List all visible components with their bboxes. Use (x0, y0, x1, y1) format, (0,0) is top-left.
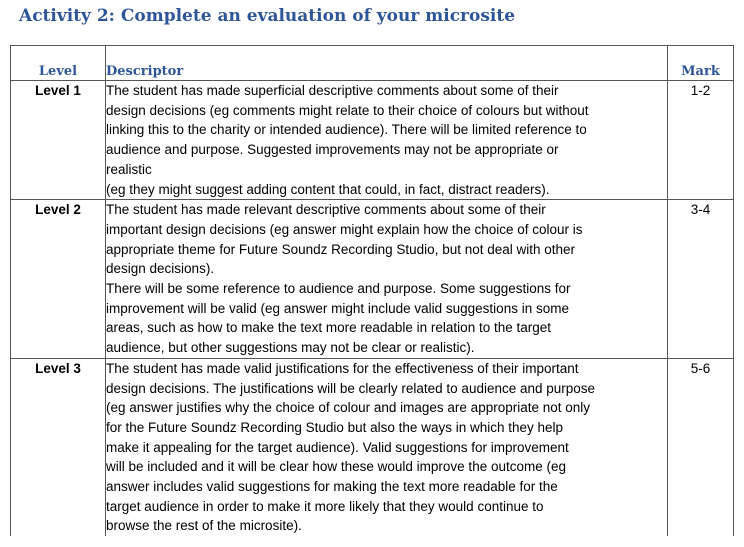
table-header-row (11, 46, 734, 81)
descriptor-line: design decisions). (106, 261, 215, 277)
level-cell: Level 2 (11, 200, 106, 359)
descriptor-line: (eg answer justifies why the choice of colour and images are appropriate not only (106, 400, 591, 416)
evaluation-rubric-table (10, 45, 734, 536)
descriptor-line: audience, but other suggestions may not be clear or realistic). (106, 340, 475, 356)
descriptor-column-header: Descriptor (106, 46, 668, 81)
level-column-header: Level (11, 46, 106, 81)
mark-cell: 1-2 (668, 81, 734, 200)
descriptor-cell (106, 81, 668, 200)
descriptor-line: (eg they might suggest adding content that could, in fact, distract readers). (106, 181, 550, 197)
descriptor-line: target audience in order to make it more likely that they would continue to (106, 498, 544, 514)
descriptor-line: linking this to the charity or intended audience). There will be limited reference to (106, 122, 587, 138)
descriptor-line: The student has made superficial descriptive comments about some of their (106, 83, 559, 98)
mark-column-header: Mark (668, 46, 734, 81)
descriptor-line: design decisions. The justifications will be clearly related to audience and purpose (106, 380, 596, 396)
table-row (11, 81, 734, 200)
descriptor-line: important design decisions (eg answer might explain how the choice of colour is (106, 221, 583, 237)
level-cell: Level 3 (11, 358, 106, 536)
level-cell: Level 1 (11, 81, 106, 200)
descriptor-line: will be included and it will be clear how these would improve the outcome (eg (106, 459, 566, 475)
table-row (11, 358, 734, 536)
descriptor-line: appropriate theme for Future Soundz Recording Studio, but not deal with other (106, 241, 576, 257)
mark-cell: 3-4 (668, 200, 734, 359)
descriptor-line: There will be some reference to audience and purpose. Some suggestions for (106, 281, 571, 297)
descriptor-line: areas, such as how to make the text more readable in relation to the target (106, 320, 551, 336)
descriptor-line: browse the rest of the microsite). (106, 518, 302, 534)
descriptor-cell (106, 200, 668, 359)
descriptor-line: The student has made relevant descriptive comments about some of their (106, 202, 546, 218)
descriptor-line: improvement will be valid (eg answer might include valid suggestions in some (106, 300, 569, 316)
table-row (11, 200, 734, 359)
descriptor-line: The student has made valid justifications for the effectiveness of their important (106, 360, 579, 376)
page-title: Activity 2: Complete an evaluation of your microsite (19, 6, 516, 26)
mark-cell: 5-6 (668, 358, 734, 536)
descriptor-cell (106, 358, 668, 536)
descriptor-line: audience and purpose. Suggested improvements may not be appropriate or (106, 142, 559, 158)
descriptor-line: for the Future Soundz Recording Studio but also the ways in which they help (106, 419, 564, 435)
descriptor-line: answer includes valid suggestions for making the text more readable for the (106, 479, 558, 495)
descriptor-line: design decisions (eg comments might relate to their choice of colours but without (106, 102, 589, 118)
descriptor-line: realistic (106, 161, 152, 177)
descriptor-line: make it appealing for the target audience). Valid suggestions for improvement (106, 439, 569, 455)
